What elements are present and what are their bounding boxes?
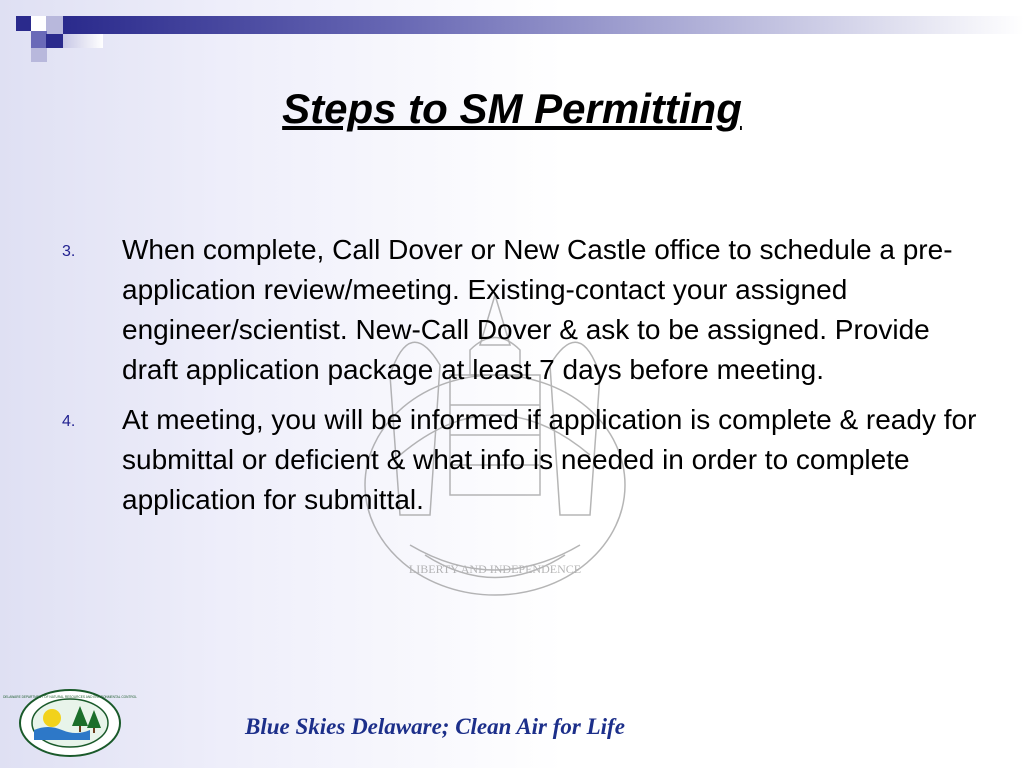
list-number: 3.: [62, 243, 76, 260]
decor-square-dark-2: [46, 34, 63, 48]
header-gradient-bar: [63, 16, 1024, 34]
list-item-4: [62, 400, 982, 520]
footer-slogan: Blue Skies Delaware; Clean Air for Life: [245, 714, 625, 739]
decor-square-light: [46, 16, 63, 34]
slide-title: Steps to SM Permitting: [282, 85, 742, 132]
list-text: At meeting, you will be informed if application is complete & ready for submittal or deficient & what info is needed in order to complete application for submittal.: [122, 404, 977, 515]
list-item-3: [62, 230, 982, 390]
decor-square-white: [31, 16, 46, 31]
decor-square-mid: [31, 31, 47, 48]
seal-motto: LIBERTY AND INDEPENDENCE: [408, 562, 582, 576]
dnrec-logo: [3, 688, 137, 758]
header-gradient-bar-secondary: [63, 34, 103, 48]
decor-square-light-2: [31, 48, 47, 62]
list-text: When complete, Call Dover or New Castle office to schedule a pre-application review/meeting. Existing-contact your assigned engineer/scientist. New-Call Dover & ask to be assigned. Provide draft application package at least 7 days before meeting.: [122, 234, 953, 385]
decor-square-dark: [16, 16, 31, 31]
slide-content: [62, 230, 982, 530]
list-number: 4.: [62, 413, 76, 430]
logo-text: DELAWARE DEPARTMENT OF NATURAL RESOURCES AND ENVIRONMENTAL CONTROL: [3, 695, 137, 699]
